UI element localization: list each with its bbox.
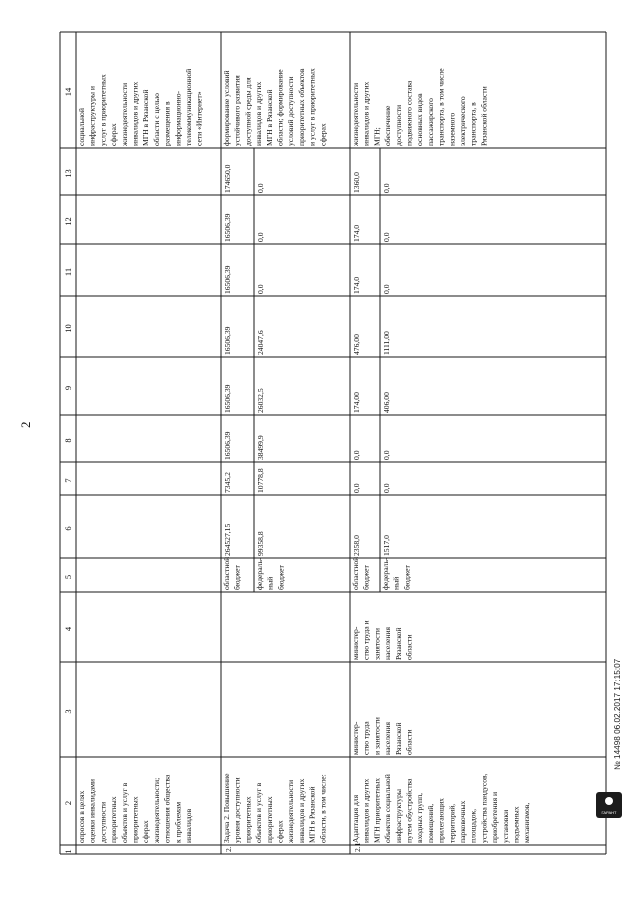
measure-name: объектов социальной [383,774,393,843]
funding-value: 16506,39 [223,213,232,242]
row-number: 2. [224,846,233,852]
executor-cell: ство труда [361,721,371,755]
column-header: 5 [63,574,73,580]
expected-result: обеспечение [383,105,393,146]
funding-source: областной [222,556,231,590]
expected-result: жизнедеятельности [119,82,129,146]
page-number: 2 [18,421,33,428]
funding-value: 16506,39 [223,326,232,355]
column-header: 8 [63,438,73,443]
measure-name: инвалидов и других [296,778,306,843]
expected-result: Рязанской области [479,86,489,146]
table-body [63,68,531,854]
column-header: 3 [63,709,73,714]
funding-value: 16506,39 [223,431,232,460]
expected-result: размещения в [162,101,172,146]
column-header: 13 [63,169,73,178]
funding-value: 0,0 [352,483,361,493]
funding-value: 24047,6 [256,330,265,355]
expected-result: подвижного состава [404,80,414,146]
expected-result: информационно- [173,90,183,146]
executor-cell: Рязанской [393,722,403,755]
expected-result: социальной [77,108,86,146]
funding-value: 0,0 [382,183,391,193]
measure-name: установки [500,809,510,843]
funding-value: 16506,39 [223,384,232,413]
expected-result: области с целью [151,93,161,146]
funding-value: 2358,0 [352,535,361,556]
funding-value: 1517,0 [382,535,391,556]
measure-name: опросов в целях [77,790,86,843]
expected-result: транспорта, в том числе [436,68,446,146]
measure-name: Задача 2. Повышение [222,773,231,843]
column-header: 6 [63,526,73,531]
coexecutor-cell: министер- [351,626,360,660]
funding-value: 174650,0 [223,164,232,193]
coexecutor-cell: ство труда и [361,620,371,660]
funding-value: 26032,5 [256,388,265,413]
measure-name: помещений, [425,803,435,843]
column-header: 14 [63,87,73,97]
measure-name: сферах [141,820,151,843]
column-header: 12 [63,217,73,226]
funding-value: 0,0 [382,483,391,493]
funding-value: 0,0 [256,183,265,193]
funding-source: бюджет [276,565,286,590]
measure-name: приоритетных [243,796,253,843]
measure-name: к проблемам [173,801,183,843]
expected-result: МГН; [372,127,382,146]
logo-text: ГАРАНТ [601,810,617,815]
executor-cell: и занятости [372,717,382,755]
executor-cell: министер- [351,721,360,755]
measure-name: прилегающих [436,798,446,843]
expected-result: доступной среды для [243,77,253,146]
funding-source: бюджет [361,565,371,590]
measure-name: Адаптация для [351,794,360,843]
table-grid [60,32,606,854]
funding-value: 0,0 [256,232,265,242]
executor-cell: области [404,729,414,755]
expected-result: жизнедеятельности [351,82,360,146]
expected-result: телекоммуникационной [184,68,193,146]
logo-mark [605,797,613,805]
expected-result: инвалидов и других [254,81,264,146]
funding-value: 0,0 [256,284,265,294]
expected-result: условий доступности [286,76,296,146]
funding-value: 174,0 [352,224,361,242]
expected-result: формирование условий [222,70,231,146]
coexecutor-cell: населения [383,626,393,660]
registration-stamp [596,658,622,818]
coexecutor-cell: Рязанской [393,627,403,660]
expected-result: наземного [447,112,457,146]
measure-name: входных групп, [415,792,425,843]
column-header: 11 [63,267,73,277]
expected-result: устойчивого развития [232,75,242,146]
garant-logo [596,792,622,818]
expected-result: электрического [458,96,467,146]
measure-name: инфраструктуры [393,789,403,843]
funding-value: 0,0 [382,450,391,460]
funding-value: 174,00 [352,392,361,413]
expected-result: доступности [393,104,403,146]
funding-value: 10778,8 [256,468,265,493]
row-number: 2.1 [353,842,362,852]
funding-value: 406,00 [382,392,391,413]
column-header: 9 [63,385,73,391]
funding-value: 0,0 [382,284,391,294]
funding-value: 99358,8 [256,531,265,556]
column-header: 2 [63,800,73,806]
funding-source: федераль- [381,557,390,590]
funding-source: ный [265,576,275,590]
expected-result: пассажирского [425,98,435,146]
expected-result: инфраструктуры и [87,86,97,146]
expected-result: и услуг в приоритетных [307,68,317,146]
measure-name: уровня доступности [232,777,242,843]
stamp-text: № 14498 06.02.2017 17:15:07 [613,658,622,770]
measure-name: путем обустройства [404,778,414,843]
measure-name: приоритетных [264,796,274,843]
measure-name: приоритетных [109,796,119,843]
measure-name: инвалидов [184,808,193,843]
funding-source: ный [391,576,401,590]
funding-source: федераль- [255,557,264,590]
measure-name: приоритетных [130,796,140,843]
funding-value: 174,0 [352,276,361,294]
measure-name: МГН в Рязанской [307,786,317,843]
measure-name: инвалидов и других [361,778,371,843]
measure-name: МГН приоритетных [372,777,382,843]
measure-name: области, в том числе: [318,774,328,843]
column-header: 7 [63,478,73,483]
measure-name: подъемных [511,806,521,843]
expected-result: сферах [109,123,119,146]
expected-result: МГН в Рязанской [264,89,274,146]
funding-value: 0,0 [382,232,391,242]
coexecutor-cell: занятости [372,628,382,660]
measure-name: доступности [98,801,108,843]
measure-name: сферах [275,820,285,843]
measure-name: площадок, [468,808,478,843]
measure-name: объектов и услуг в [119,782,129,843]
measure-name: объектов и услуг в [254,782,264,843]
funding-value: 0,0 [352,450,361,460]
column-header: 4 [63,626,73,632]
measure-name: жизнедеятельности; [151,777,161,843]
expected-result: сети «Интернет» [194,91,204,146]
column-header: 1 [63,849,73,854]
measure-name: устройства пандусов, [479,773,489,843]
executor-cell: населения [383,721,393,755]
funding-value: 264527,15 [223,523,232,556]
measure-name: оценки инвалидами [87,779,97,843]
measure-name: территорий, [447,803,457,843]
expected-result: инвалидов и других [130,81,140,146]
funding-value: 16506,39 [223,265,232,294]
measure-name: жизнедеятельности [286,779,296,843]
expected-result: приоритетных объектов [296,68,306,146]
measure-name: механизмов, [522,802,532,843]
funding-source: бюджет [232,565,242,590]
measure-name: приобретения и [490,791,500,843]
funding-value: 1111,00 [382,331,391,355]
expected-result: услуг в приоритетных [98,74,108,146]
funding-value: 1360,0 [352,172,361,193]
measure-name: отношения общества [162,774,172,843]
funding-value: 38499,9 [256,435,265,460]
funding-source: областной [351,556,360,590]
funding-source: бюджет [402,565,412,590]
measure-name: парковочных [458,800,467,843]
coexecutor-cell: области [404,634,414,660]
funding-value: 476,00 [352,334,361,355]
expected-result: транспорта, в [468,102,478,146]
expected-result: сферах [318,123,328,146]
expected-result: МГН в Рязанской [141,89,151,146]
expected-result: инвалидов и других [361,81,371,146]
column-header: 10 [63,324,73,333]
expected-result: области; формирование [275,69,285,146]
expected-result: основных видов [415,93,425,146]
funding-value: 7345,2 [223,472,232,493]
